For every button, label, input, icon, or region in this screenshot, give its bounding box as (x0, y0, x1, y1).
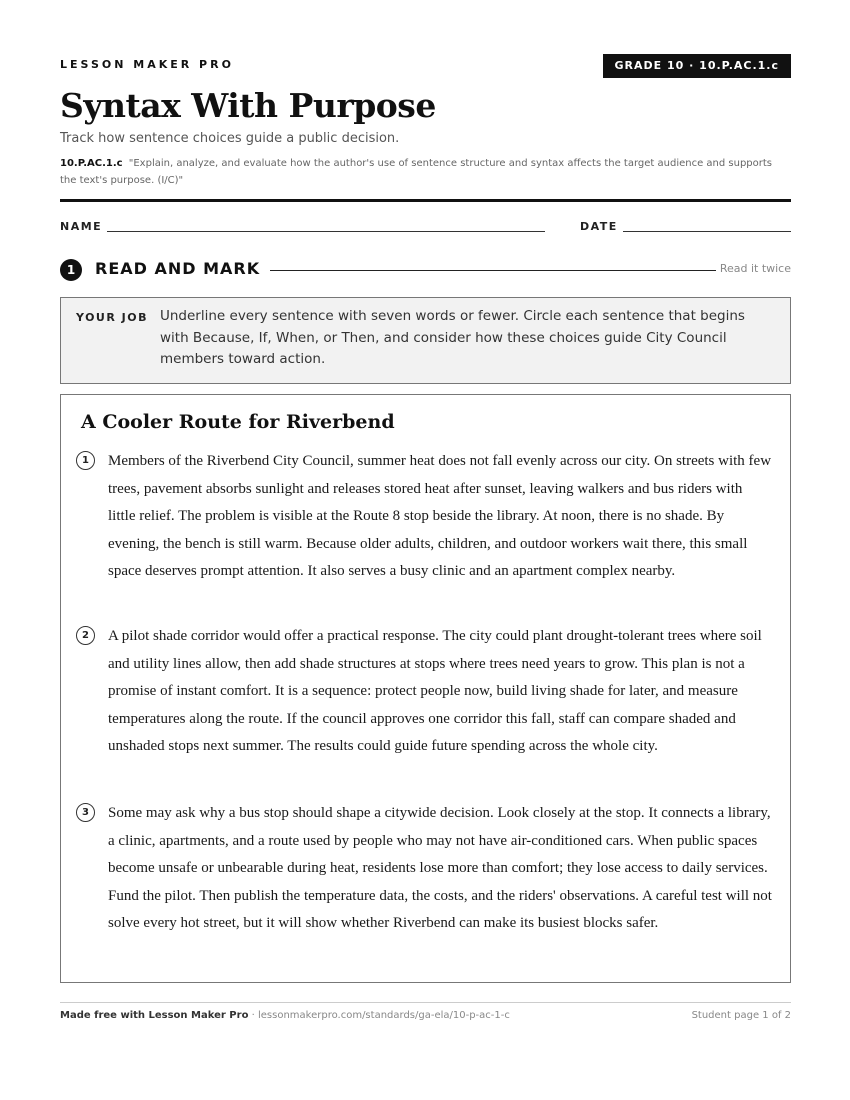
instructions-label: YOUR JOB (76, 311, 148, 324)
standard-text: "Explain, analyze, and evaluate how the author's use of sentence structure and syntax affects the target audience and supports the text's purpose. (I/C)" (60, 158, 773, 186)
paragraph-number: 1 (76, 451, 95, 470)
footer-credit (60, 1010, 510, 1021)
paragraph-number: 3 (76, 803, 95, 822)
section-title: READ AND MARK (95, 259, 261, 278)
name-label: NAME (60, 220, 103, 233)
footer-url: · lessonmakerpro.com/standards/ga-ela/10-p-ac-1-c (248, 1010, 510, 1021)
standard-code: 10.P.AC.1.c (60, 158, 123, 169)
date-field[interactable] (623, 231, 791, 232)
page-title: Syntax With Purpose (60, 86, 436, 125)
paragraph-text[interactable]: Members of the Riverbend City Council, summer heat does not fall evenly across our city. On streets with few trees, pavement absorbs sunlight and releases stored heat after sunset, leaving walkers and bus riders with little relief. The problem is visible at the Route 8 stop beside the library. At noon, there is no shade. By evening, the bench is still warm. Because older adults, children, and outdoor workers wait there, this small space deserves prompt attention. It also serves a busy clinic and an apartment complex nearby. (108, 453, 772, 580)
paragraph-text[interactable]: Some may ask why a bus stop should shape a citywide decision. Look closely at the stop. It connects a library, a clinic, apartments, and a route used by people who may not have air-conditioned cars. When public spaces become unsafe or unbearable during heat, residents lose more than comfort; they lose access to daily services. Fund the pilot. Then publish the temperature data, the costs, and the riders' observations. A careful test will not solve every hot street, but it will show whether Riverbend can make its busiest blocks safer. (108, 805, 772, 932)
page-subtitle: Track how sentence choices guide a public decision. (60, 131, 400, 146)
instructions-box (60, 297, 791, 384)
paragraph-number: 2 (76, 626, 95, 645)
standard-description (60, 155, 791, 189)
worksheet-page (60, 0, 791, 1100)
instructions-text: Underline every sentence with seven words or fewer. Circle each sentence that begins with Because, If, When, or Then, and consider how these choices guide City Council members toward action. (160, 308, 745, 367)
reading-passage (60, 394, 791, 983)
footer-made-with: Made free with Lesson Maker Pro (60, 1010, 249, 1021)
footer-divider (60, 1002, 791, 1003)
date-label: DATE (580, 220, 618, 233)
section-note: Read it twice (719, 262, 791, 275)
grade-badge: GRADE 10 · 10.P.AC.1.c (603, 54, 791, 78)
passage-title: A Cooler Route for Riverbend (81, 411, 395, 433)
name-field[interactable] (107, 231, 545, 232)
section-number-badge: 1 (60, 259, 82, 281)
header-divider (60, 199, 791, 202)
brand-name: LESSON MAKER PRO (60, 58, 234, 71)
paragraph-text[interactable]: A pilot shade corridor would offer a practical response. The city could plant drought-tolerant trees where soil and utility lines allow, then add shade structures at stops where trees need years to grow. This plan is not a promise of instant comfort. It is a sequence: protect people now, build living shade for later, and measure temperatures along the route. If the council approves one corridor this fall, staff can compare shaded and unshaded stops next summer. The results could guide future spending across the whole city. (108, 628, 762, 755)
page-indicator: Student page 1 of 2 (691, 1010, 791, 1021)
section-divider (270, 270, 716, 271)
